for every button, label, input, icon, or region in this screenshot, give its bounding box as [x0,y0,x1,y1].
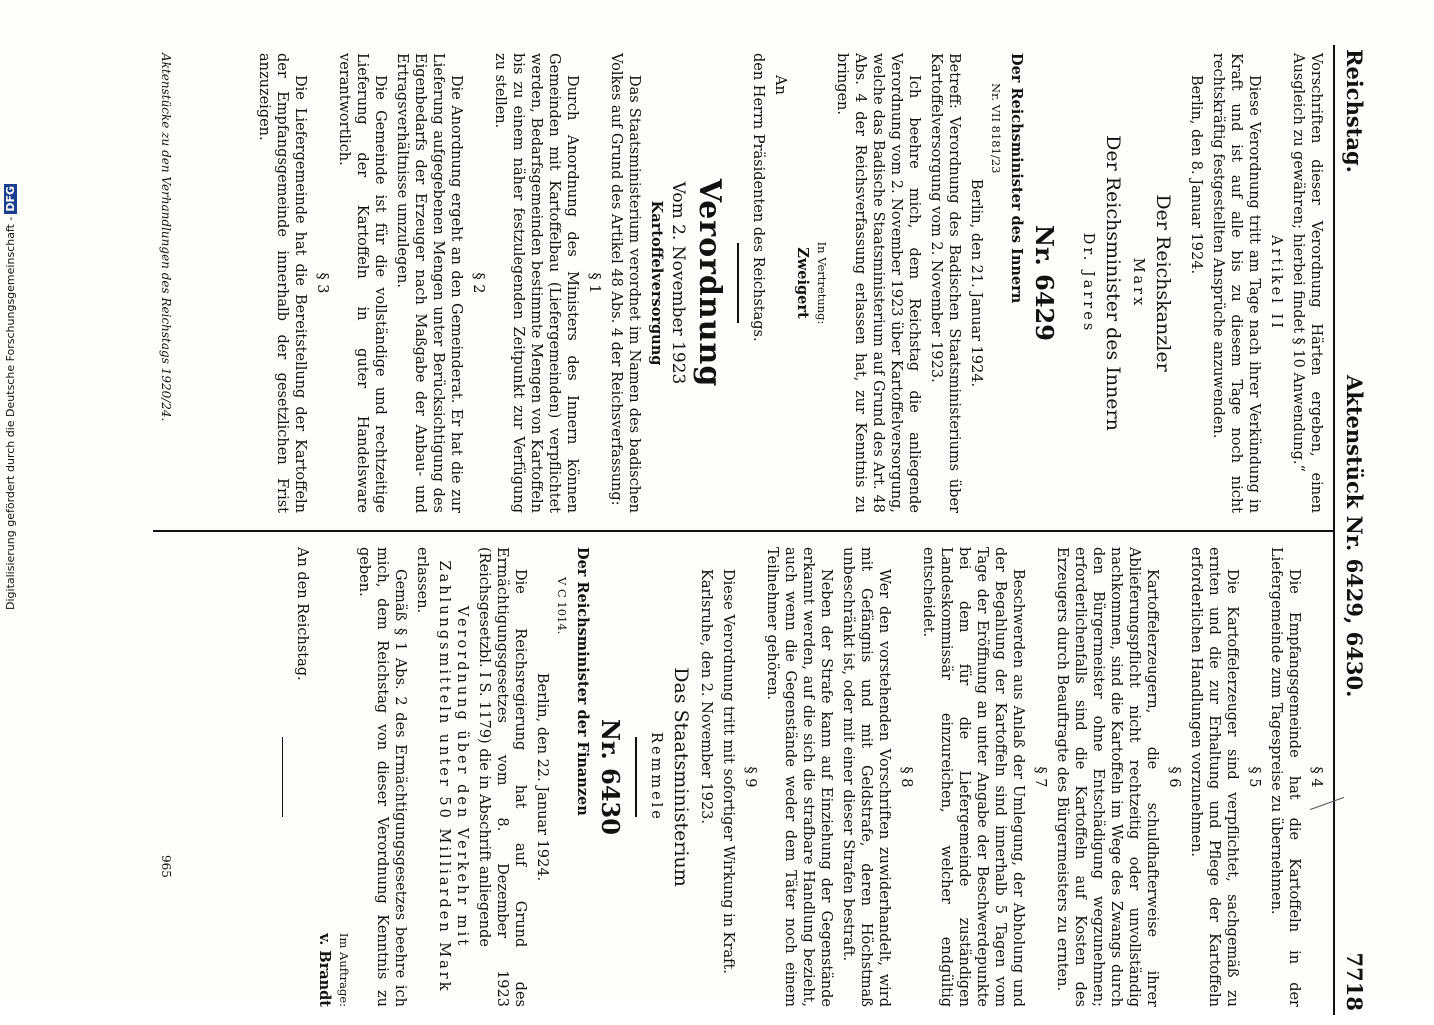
sender: Der Reichsminister des Innern [1008,53,1025,304]
para-7-text: Beschwerden aus Anlaß der Umlegung, der Abholung und der Begahlung der Kartoffeln sind innerhalb 5 Tagen vom Tage der Eröffnung an unter Angabe der Beschwerdepunkte bei dem für die Liefergemeinde zuständigen Landeskommissär einzureichen, welcher endgültig entscheidet. [920,547,1026,1007]
artikel-heading: Artikel II [1268,235,1284,331]
header-page-number: 7718 [1342,952,1367,1011]
para-3-heading: § 3 [314,272,331,294]
verordnung-subject: Kartoffelversorgung [648,200,666,366]
para-8-text-a: Wer den vorstehenden Vorschriften zuwiderhandelt, wird mit Gefängnis und mit Geldstrafe, deren Höchstmaß unbeschränkt ist, oder mit einer dieser Strafen bestraft. [840,547,892,1007]
separator-rule-2 [636,737,638,817]
para-1-text: Durch Anordnung des Ministers des Innern können Gemeinden mit Kartoffelbau (Liefergemeinden) verpflichtet werden, Bedarfsgemeinden bestimmte Mengen von Kartoffeln bis zu einem näher festzulegenden Zeitpunkt zur Verfügung zu stellen. [492,53,581,513]
para-5-heading: § 5 [1246,766,1262,788]
addressee-line-2: den Herrn Präsidenten des Reichstags. [750,53,766,342]
credit-text: Digitalisierung gefördert durch die Deutsche Forschungsgemeinschaft - [4,216,17,610]
document-number-6429: Nr. 6429 [1030,225,1059,341]
ministry-name: Remmele [648,732,664,822]
rotated-document-page [140,35,1375,1025]
left-column [252,53,1326,513]
para-6-text: Kartoffelerzeugern, die schuldhafterweise ihrer Ablieferungspflicht nicht rechtzeitig oder unvollständig nachkommen, sind die Kartoffeln im Wege des Zwangs durch den Bürgermeister ohne Entschädigung wegzunehmen; erforderlichenfalls sind die Kartoffeln auf Kosten des Erzeugers durch Beauftragte des Bürgermeisters zu ernten. [1054,547,1160,1007]
para-2-heading: § 2 [470,272,487,294]
sender-2: Der Reichsminister der Finanzen [574,547,592,816]
separator-rule-3 [282,737,284,817]
para-9-heading: § 9 [742,766,758,788]
signatory-brandt: v. Brandt [316,933,334,1007]
page-header [1333,45,1365,1015]
addressee-3: An den Reichstag. [294,547,311,681]
para-1-heading: § 1 [586,272,603,294]
sign-in-vertretung: In Vertretung: [815,241,829,325]
interior-minister-title: Der Reichsminister des Innern [1102,135,1124,431]
preamble: Das Staatsministerium verordnet im Namen des badischen Volkes auf Grund des Artikel 48 Abs. 4 der Reichsverfassung: [608,53,643,513]
body-2: Die Reichsregierung hat auf Grund des Ermächtigungsgesetzes vom 8. Dezember 1923 (Reichsgesetzbl. I S. 1179) die in Abschrift anliegende [476,547,529,1007]
para-7-heading: § 7 [1032,766,1048,788]
chancellor-name: Marx [1130,257,1146,309]
interior-minister-name: Dr. Jarres [1080,232,1096,334]
chancellor-title: Der Reichskanzler [1152,194,1174,372]
body-3: Gemäß § 1 Abs. 2 des Ermächtigungsgesetzes beehre ich mich, dem Reichstag von dieser Verordnung Kenntnis zu geben. [356,547,409,1007]
signatory-zweigert: Zweigert [794,247,811,319]
verordnung-date: Vom 2. November 1923 [668,181,689,385]
body-2-end: erlassen. [414,547,431,614]
ministry-title: Das Staatsministerium [670,667,692,887]
document-number-6430: Nr. 6430 [596,719,626,835]
para-8-text-b: Neben der Strafe kann auf Einziehung der Gegenstände erkannt werden, auf die sich die strafbare Handlung bezieht, auch wenn die Gegenstände weder dem Täter noch einem Teilnehmer gehören. [764,547,834,1007]
file-reference: Nr. VII 8181/23 [989,83,1003,174]
para-8-heading: § 8 [898,766,914,788]
file-reference-2: V C 1014. [555,577,570,635]
para-6-heading: § 6 [1166,766,1182,788]
addressee-line-1: An [772,75,788,95]
para-5-text: Die Kartoffelerzeuger sind verpflichtet, sachgemäß zu ernten und die zur Erhaltung und Pflege der Kartoffeln erforderlichen Handlungen vorzunehmen. [1188,547,1240,1007]
para-2-text-a: Die Anordnung ergeht an den Gemeinderat. Er hat die zur Lieferung aufgegebenen Mengen unter Berücksichtigung des Eigenbedarfs der Erzeuger nach Maßgabe der Anbau- und Ertragsverhältnisse umzulegen. [394,53,465,513]
header-reichstag: Reichstag. [1342,49,1367,173]
subject-line: Betreff: Verordnung des Badischen Staatsministeriums über Kartoffelversorgung vom 2. November 1923. [928,53,962,513]
place-date-2: Berlin, den 21. Januar 1924. [968,178,984,388]
intro-text: Vorschriften dieser Verordnung Härten ergeben, einen Ausgleich zu gewähren; hierbei findet § 10 Anwendung.“ [1290,53,1324,513]
digitization-credit [4,184,17,610]
place-date-3: Karlsruhe, den 2. November 1923. [698,569,714,825]
artikel-text: Diese Verordnung tritt am Tage nach ihrer Verkündung in Kraft und ist auf alle bis zu diesem Tage noch nicht rechtskräftig festgestellten Ansprüche anzuwenden. [1210,53,1262,513]
dfg-logo: DFG [4,185,17,212]
para-3-text: Die Liefergemeinde hat die Bereitstellung der Kartoffeln der Empfangsgemeinde innerhalb der gesetzlichen Frist anzuzeigen. [256,53,309,513]
para-2-text-b: Die Gemeinde ist für die vollständige und rechtzeitige Lieferung der Kartoffeln in guter Handelsware verantwortlich. [336,53,389,513]
footer-page-number: 965 [159,855,173,878]
separator-rule [738,243,740,323]
verordnung-title: Verordnung [692,178,728,388]
place-date-1: Berlin, den 8. Januar 1924. [1188,75,1204,275]
header-aktenstueck: Aktenstück Nr. 6429, 6430. [1342,375,1367,698]
ordinance-title: Verordnung über den Verkehr mit Zahlungsmitteln unter 50 Milliarden Mark [436,560,471,994]
para-9-text: Diese Verordnung tritt mit sofortiger Wirkung in Kraft. [720,569,736,974]
para-4-heading: § 4 [1308,766,1324,788]
column-divider [153,530,1333,532]
cover-letter-body: Ich beehre mich, dem Reichstag die anliegende Verordnung vom 2. November 1923 über Kartoffelversorgung, welche das Badische Staatsministerium auf Grund des Art. 48 Abs. 4 der Reichsverfassung erlassen hat, zur Kenntnis zu bringen. [834,53,922,513]
sign2-im-auftrage: Im Auftrage: [337,932,352,1007]
right-column [272,547,1325,1007]
place-date-4: Berlin, den 22. Januar 1924. [534,672,551,882]
para-4-text: Die Empfangsgemeinde hat die Kartoffeln in der Liefergemeinde zum Tagespreise zu übernehmen. [1268,547,1302,1007]
page-footer: Aktenstücke zu den Verhandlungen des Reichstags 1920/24. [159,53,173,422]
